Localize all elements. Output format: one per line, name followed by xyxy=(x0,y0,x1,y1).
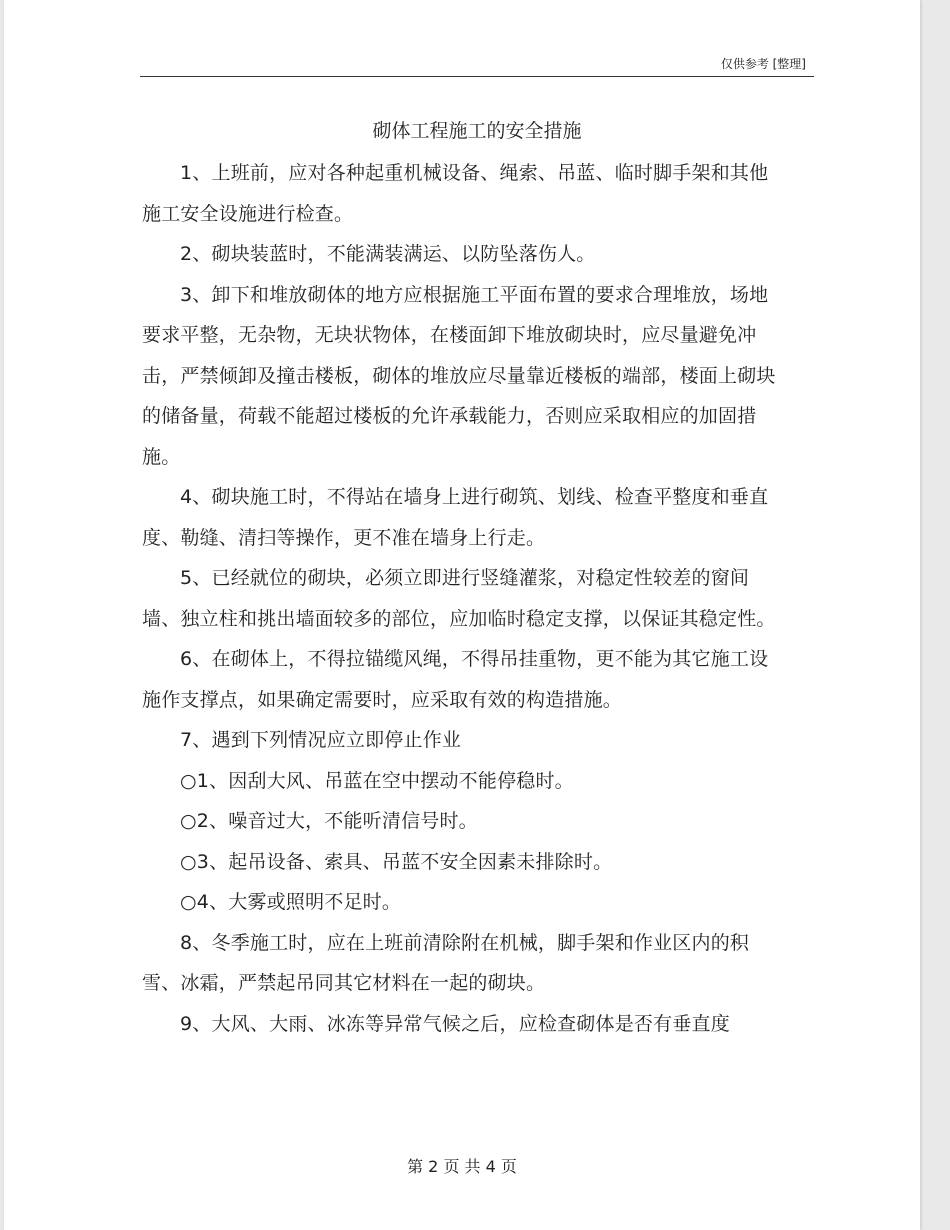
header-divider xyxy=(140,76,814,77)
paragraph: 7、遇到下列情况应立即停止作业 xyxy=(180,729,462,751)
document-body xyxy=(142,153,782,1044)
paragraph: 6、在砌体上，不得拉锚缆风绳，不得吊挂重物，更不能为其它施工设施作支撑点，如果确定需要时，应采取有效的构造措施。 xyxy=(142,648,769,711)
list-item: ○2、噪音过大，不能听清信号时。 xyxy=(180,810,478,832)
paragraph: 4、砌块施工时，不得站在墙身上进行砌筑、划线、检查平整度和垂直度、勒缝、清扫等操作，更不准在墙身上行走。 xyxy=(142,486,769,549)
paragraph: 1、上班前，应对各种起重机械设备、绳索、吊蓝、临时脚手架和其他施工安全设施进行检查。 xyxy=(142,162,769,225)
list-item: ○1、因刮大风、吊蓝在空中摆动不能停稳时。 xyxy=(180,769,574,792)
list-item: ○3、起吊设备、索具、吊蓝不安全因素未排除时。 xyxy=(180,850,613,873)
paragraph: 8、冬季施工时，应在上班前清除附在机械，脚手架和作业区内的积雪、冰霜，严禁起吊同其它材料在一起的砌块。 xyxy=(142,931,750,994)
page-number: 第 2 页 共 4 页 xyxy=(407,1157,517,1176)
paragraph: 3、卸下和堆放砌体的地方应根据施工平面布置的要求合理堆放，场地要求平整，无杂物，无块状物体，在楼面卸下堆放砌块时，应尽量避免冲击，严禁倾卸及撞击楼板，砌体的堆放应尽量靠近楼板的端部，楼面上砌块的储备量，荷载不能超过楼板的允许承载能力，否则应采取相应的加固措施。 xyxy=(142,283,776,468)
document-title: 砌体工程施工的安全措施 xyxy=(372,120,582,142)
paragraph: 9、大风、大雨、冰冻等异常气候之后，应检查砌体是否有垂直度 xyxy=(180,1012,730,1035)
paragraph: 5、已经就位的砌块，必须立即进行竖缝灌浆，对稳定性较差的窗间墙、独立柱和挑出墙面较多的部位，应加临时稳定支撑，以保证其稳定性。 xyxy=(142,567,776,630)
header-note: 仅供参考 [整理] xyxy=(720,57,806,71)
document-page xyxy=(4,0,920,1230)
list-item: ○4、大雾或照明不足时。 xyxy=(180,891,402,913)
paragraph: 2、砌块装蓝时，不能满装满运、以防坠落伤人。 xyxy=(180,243,596,265)
